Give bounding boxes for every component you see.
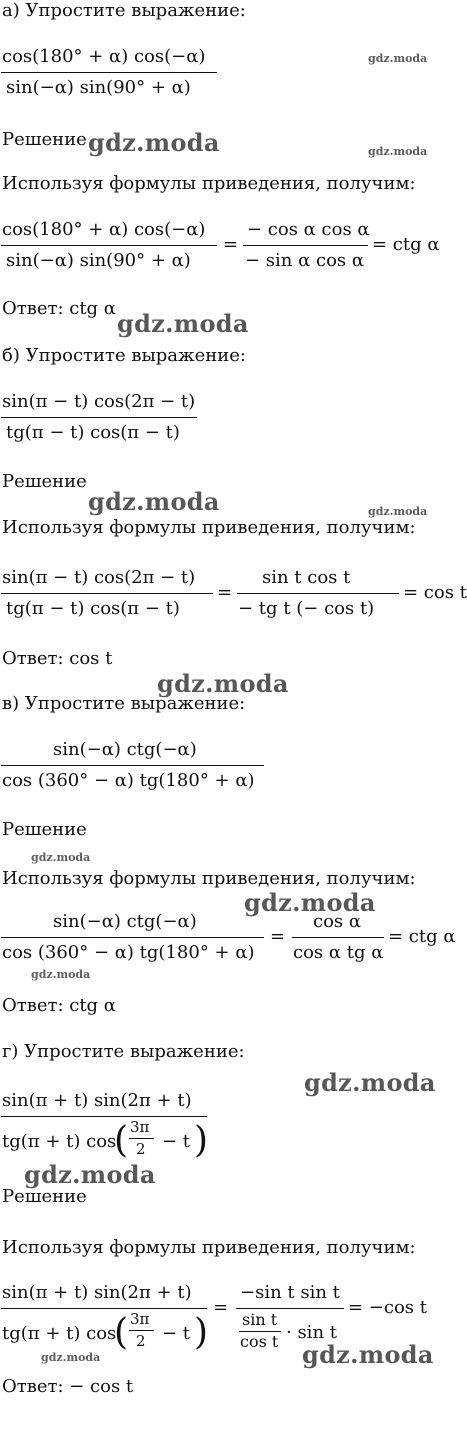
task-a-eq-numerator-1: cos(180° + α) cos(−α) — [2, 219, 206, 240]
task-b-eq-denominator-1: tg(π − t) cos(π − t) — [6, 598, 180, 619]
task-b-eq-numerator-2: sin t cos t — [262, 567, 351, 588]
task-b-eq-fraction-bar-2 — [237, 593, 399, 594]
task-c-eq-fraction-bar-2 — [292, 937, 384, 938]
task-d-eq-result: = −cos t — [348, 1297, 427, 1318]
task-b-answer: Ответ: cos t — [2, 648, 113, 669]
watermark: gdz.moda — [368, 52, 428, 65]
task-d-given-inner-denominator: 2 — [136, 1140, 146, 1158]
task-a-eq-denominator-2: − sin α cos α — [245, 250, 365, 271]
task-a-eq-fraction-bar-2 — [243, 245, 368, 246]
task-d-eq-fraction-bar-2 — [236, 1308, 344, 1309]
task-d-given-right-paren: ) — [194, 1120, 209, 1161]
task-c-eq-fraction-bar-1 — [1, 937, 264, 938]
watermark: gdz.moda — [157, 669, 289, 698]
task-d-eq-numerator-1: sin(π + t) sin(2π + t) — [2, 1282, 192, 1303]
task-a-eq-denominator-1: sin(−α) sin(90° + α) — [6, 250, 191, 271]
task-b-given-fraction-bar — [1, 417, 197, 418]
task-d-eq-denominator-2-numerator: sin t — [242, 1310, 278, 1329]
task-b-given-numerator: sin(π − t) cos(2π − t) — [2, 391, 196, 412]
task-a-heading: а) Упростите выражение: — [2, 0, 246, 21]
task-d-eq-denominator-1-part-2: − t — [162, 1323, 191, 1344]
task-d-heading: г) Упростите выражение: — [2, 1041, 245, 1062]
task-d-eq-numerator-2: −sin t sin t — [240, 1282, 340, 1303]
task-d-given-denominator-part-2: − t — [162, 1131, 191, 1152]
task-c-given-denominator: cos (360° − α) tg(180° + α) — [2, 770, 255, 791]
task-d-given-denominator-part-1: tg(π + t) cos — [2, 1131, 117, 1152]
task-a-eq-numerator-2: − cos α cos α — [247, 219, 370, 240]
watermark: gdz.moda — [88, 128, 220, 157]
watermark: gdz.moda — [117, 309, 249, 338]
task-c-given-numerator: sin(−α) ctg(−α) — [53, 739, 197, 760]
task-b-method: Используя формулы приведения, получим: — [2, 517, 416, 538]
task-d-eq-inner-denominator: 2 — [136, 1332, 146, 1350]
watermark: gdz.moda — [304, 1068, 436, 1097]
task-d-method: Используя формулы приведения, получим: — [2, 1237, 416, 1258]
watermark: gdz.moda — [368, 145, 428, 158]
task-d-equals-sign: = — [213, 1297, 229, 1318]
task-d-eq-inner-numerator: 3π — [130, 1310, 150, 1328]
task-c-eq-denominator-2: cos α tg α — [293, 942, 384, 963]
task-c-method: Используя формулы приведения, получим: — [2, 868, 416, 889]
task-d-given-numerator: sin(π + t) sin(2π + t) — [2, 1090, 192, 1111]
task-d-solution-label: Решение — [2, 1186, 87, 1207]
task-d-given-inner-fraction-bar — [129, 1138, 154, 1139]
task-c-equals-sign: = — [270, 926, 286, 947]
watermark: gdz.moda — [31, 968, 91, 981]
task-b-eq-result: = cos t — [403, 582, 467, 603]
task-d-eq-right-paren: ) — [194, 1312, 209, 1353]
task-b-eq-fraction-bar-1 — [1, 593, 213, 594]
task-d-given-inner-numerator: 3π — [130, 1118, 150, 1136]
task-d-eq-fraction-bar-1 — [1, 1308, 207, 1309]
watermark: gdz.moda — [24, 1160, 156, 1189]
task-a-given-fraction-bar — [1, 72, 217, 73]
task-b-eq-denominator-2: − tg t (− cos t) — [238, 598, 375, 619]
task-d-given-left-paren: ( — [114, 1120, 129, 1161]
task-d-eq-left-paren: ( — [114, 1312, 129, 1353]
task-d-answer: Ответ: − cos t — [2, 1376, 134, 1397]
task-c-given-fraction-bar — [1, 765, 264, 766]
task-a-equals-sign: = — [223, 234, 239, 255]
task-c-eq-numerator-2: cos α — [313, 911, 362, 932]
watermark: gdz.moda — [41, 1351, 101, 1364]
task-c-solution-label: Решение — [2, 819, 87, 840]
task-d-eq-denominator-1-part-1: tg(π + t) cos — [2, 1323, 117, 1344]
task-a-method: Используя формулы приведения, получим: — [2, 173, 416, 194]
task-a-solution-label: Решение — [2, 129, 87, 150]
task-d-eq-inner-fraction-bar — [129, 1330, 154, 1331]
task-c-eq-denominator-1: cos (360° − α) tg(180° + α) — [2, 942, 255, 963]
task-c-answer: Ответ: ctg α — [2, 995, 116, 1016]
task-b-solution-label: Решение — [2, 471, 87, 492]
task-a-eq-fraction-bar-1 — [1, 245, 217, 246]
task-d-given-fraction-bar — [1, 1116, 207, 1117]
task-c-eq-result: = ctg α — [388, 926, 456, 947]
task-c-heading: в) Упростите выражение: — [2, 693, 246, 714]
task-b-equals-sign: = — [217, 582, 233, 603]
task-c-eq-numerator-1: sin(−α) ctg(−α) — [53, 911, 197, 932]
task-a-eq-result: = ctg α — [372, 234, 440, 255]
task-b-heading: б) Упростите выражение: — [2, 345, 246, 366]
task-d-eq-denominator-2-tail: · sin t — [286, 1322, 337, 1343]
watermark: gdz.moda — [88, 487, 220, 516]
task-a-answer: Ответ: ctg α — [2, 298, 116, 319]
task-b-given-denominator: tg(π − t) cos(π − t) — [6, 422, 180, 443]
task-a-given-denominator: sin(−α) sin(90° + α) — [6, 77, 191, 98]
watermark: gdz.moda — [31, 851, 91, 864]
watermark: gdz.moda — [244, 888, 376, 917]
task-b-eq-numerator-1: sin(π − t) cos(2π − t) — [2, 567, 196, 588]
watermark: gdz.moda — [368, 505, 428, 518]
watermark: gdz.moda — [302, 1340, 434, 1369]
task-a-given-numerator: cos(180° + α) cos(−α) — [2, 46, 206, 67]
task-d-eq-denominator-2-denominator: cos t — [240, 1332, 279, 1351]
